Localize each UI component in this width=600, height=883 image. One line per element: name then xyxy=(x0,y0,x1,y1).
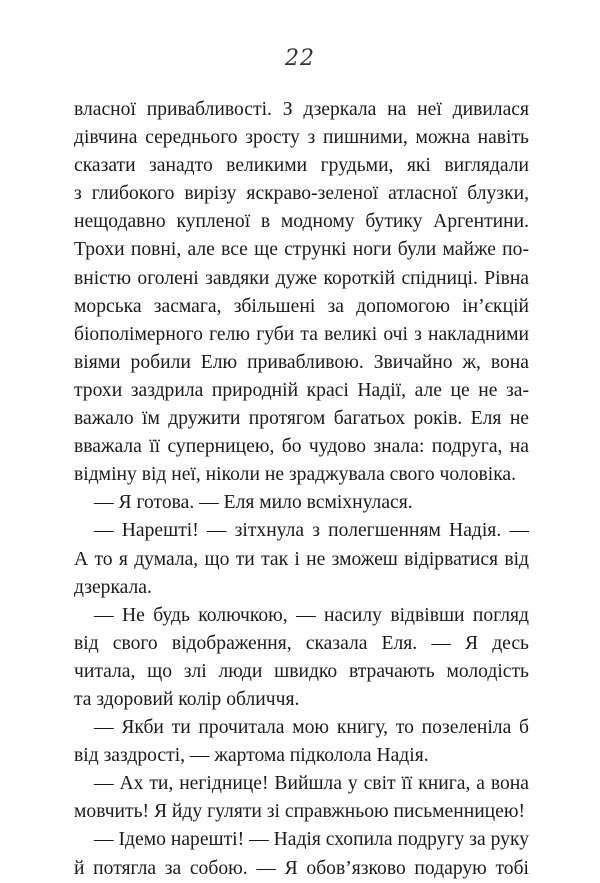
text-line: вважала її суперницею, бо чудово знала: подруга, на xyxy=(74,436,529,458)
text-line: — Не будь колючкою, — насилу відвівши погляд xyxy=(94,604,529,626)
text-line: читала, що злі люди швидко втрачають молодість xyxy=(74,660,529,682)
text-line: від свого відображення, сказала Еля. — Я десь xyxy=(74,632,529,654)
text-line: біополімерного гелю губи та великі очі з накладними xyxy=(74,323,529,345)
text-line: трохи заздрила природній красі Надії, але це не за- xyxy=(74,379,529,401)
text-line: А то я думала, що ти так і не зможеш відірватися від xyxy=(74,548,529,570)
body-text xyxy=(74,96,529,883)
text-line: та здоровий колір обличчя. xyxy=(74,688,300,710)
text-line: дзеркала. xyxy=(74,576,152,598)
text-line: морська засмага, збільшені за допомогою ін’єкцій xyxy=(74,295,529,317)
text-line: — Ах ти, негіднице! Вийшла у світ її книга, а вона xyxy=(94,773,529,795)
text-line: з глибокого вирізу яскраво-зеленої атласної блузки, xyxy=(74,183,529,205)
text-line: сказати занадто великими грудьми, які виглядали xyxy=(74,155,529,177)
text-line: — Я готова. — Еля мило всміхнулася. xyxy=(94,492,413,514)
text-line: мовчить! Я йду гуляти зі справжньою письменницею! xyxy=(74,801,526,823)
text-line: й потягла за собою. — Я обов’язково подарую тобі xyxy=(74,857,529,879)
text-line: — Ідемо нарешті! — Надія схопила подругу за руку xyxy=(94,829,529,851)
text-line: — Якби ти прочитала мою книгу, то позеленіла б xyxy=(94,717,529,739)
text-line: відміну від неї, ніколи не зраджувала свого чоловіка. xyxy=(74,464,517,486)
text-line: вністю оголені завдяки дуже короткій спідниці. Рівна xyxy=(74,267,529,289)
text-line: нещодавно купленої в модному бутику Аргентини. xyxy=(74,211,529,233)
text-line: Трохи повні, але все ще стрункі ноги були майже по- xyxy=(74,239,529,261)
page-number: 22 xyxy=(285,46,315,71)
text-line: дівчина середнього зросту з пишними, можна навіть xyxy=(74,127,529,149)
text-line: від заздрості, — жартома підколола Надія. xyxy=(74,745,429,767)
text-line: віями робили Елю привабливою. Звичайно ж, вона xyxy=(74,351,529,373)
text-line: — Нарешті! — зітхнула з полегшенням Надія. — xyxy=(94,520,529,542)
text-line: важало їм дружити протягом багатьох років. Еля не xyxy=(74,408,529,430)
text-line: власної привабливості. З дзеркала на неї дивилася xyxy=(74,99,529,120)
